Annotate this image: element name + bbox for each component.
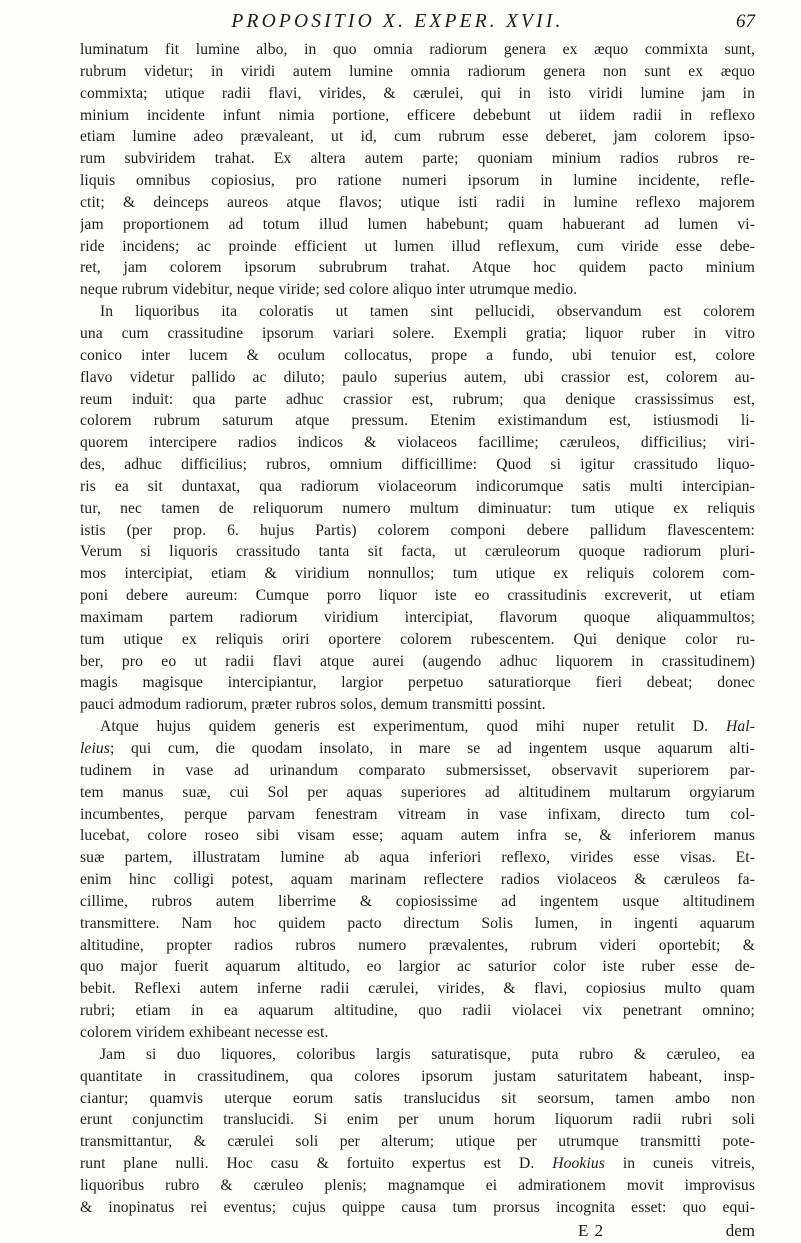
text-line: tum utique ex reliquis oriri oportere colorem rubescentem. Qui denique color ru-	[80, 630, 755, 648]
text-line: runt plane nulli. Hoc casu & fortuito expertus est D. Hookius in cuneis vitreis,	[80, 1155, 755, 1173]
text-line: & inopinatus rei eventus; cujus quippe causa tum prorsus incognita esset: quo equi-	[80, 1198, 755, 1216]
text-line: ctit; & deinceps aureos atque flavos; utique isti radii in lumine reflexo majorem	[80, 193, 755, 211]
text-line: Jam si duo liquores, coloribus largis saturatisque, puta rubro & cæruleo, ea	[100, 1045, 755, 1063]
text-line: poni debere aureum: Cumque porro liquor iste eo crassitudinis excreverit, ut etiam	[80, 587, 755, 605]
running-head	[80, 8, 755, 36]
text-line: ride incidens; ac proinde efficient ut lumen illud reflexum, cum viride esse debe-	[80, 237, 755, 255]
page-number: 67	[736, 11, 755, 32]
text-line: liquoribus rubro & cæruleo plenis; magnamque ei admirationem movit improvisus	[80, 1176, 755, 1194]
text-line: Atque hujus quidem generis est experimentum, quod mihi nuper retulit D. Hal-	[100, 718, 755, 736]
body-text	[80, 39, 755, 1219]
text-line: transmittere. Nam hoc quidem pacto directum Solis lumen, in ingenti aquarum	[80, 914, 755, 932]
text-line: ret, jam colorem ipsorum subrubrum trahat. Atque hoc quidem pacto minium	[80, 259, 755, 277]
text-line: Verum si liquoris crassitudo tanta sit facta, ut cæruleorum quoque radiorum pluri-	[80, 543, 755, 561]
text-line: luminatum fit lumine albo, in quo omnia radiorum genera ex æquo commixta sunt,	[80, 41, 755, 58]
text-line: leius; qui cum, die quodam insolato, in mare se ad ingentem usque aquarum alti-	[80, 740, 755, 757]
text-line: enim hinc colligi potest, aquam marinam reflectere radios violaceos & cæruleos fa-	[80, 871, 755, 889]
text-line: erunt conjunctim translucidi. Si enim per unum horum liquorum radii rubri soli	[80, 1111, 755, 1129]
text-line: transmittantur, & cærulei soli per alterum; utique per utrumque transmitti pote-	[80, 1133, 755, 1151]
text-line: quantitate in crassitudinem, qua colores ipsorum justam saturitatem habeant, insp-	[80, 1067, 755, 1085]
text-line: rum subviridem trahat. Ex altera autem parte; quoniam minium radios rubros re-	[80, 150, 755, 168]
text-line: maximam partem radiorum viridium intercipiat, flavorum quoque aliquammultos;	[80, 608, 755, 626]
text-line: altitudine, propter radios rubros numero prævalentes, rubrum videri oportebit; &	[80, 936, 755, 954]
text-line: ber, pro eo ut radii flavi atque aurei (augendo adhuc liquorem in crassitudinem)	[80, 652, 755, 670]
text-line: rubrum videtur; in viridi autem lumine omnia radiorum genera non sunt ex æquo	[80, 62, 755, 80]
running-title: PROPOSITIO X. EXPER. XVII.	[231, 11, 564, 32]
text-line: neque rubrum videbitur, neque viride; sed colore aliquo inter utrumque medio.	[80, 281, 578, 299]
text-line: commixta; utique radii flavi, virides, & cærulei, qui in isto viridi lumine jam in	[80, 84, 755, 102]
text-line: reum induit: qua parte adhuc crassior est, rubrum; qua denique crassissimus est,	[80, 390, 755, 408]
text-line: tudinem in vase ad urinandum comparato submersisset, observavit superiorem par-	[80, 761, 755, 779]
text-line: cillime, rubros autem liberrime & copiosissime ad ingentem usque altitudinem	[80, 892, 755, 910]
text-line: mos intercipiat, etiam & viridium nonnullos; tum utique ex reliquis colorem com-	[80, 565, 755, 583]
text-line: ris ea sit duntaxat, qua radiorum violaceorum indicorumque satis multi intercipian-	[80, 477, 755, 495]
text-line: liquis omnibus copiosius, pro ratione numeri ipsorum in lumine incidente, refle-	[80, 172, 755, 190]
text-line: quorem intercipere radios indicos & violaceos facillime; cæruleos, difficilius; viri-	[80, 434, 755, 452]
page-footer	[80, 1219, 755, 1243]
text-line: flavo videtur pallido ac diluto; paulo superius autem, ubi crassior est, colorem au-	[80, 368, 755, 386]
signature-mark: E 2	[578, 1220, 605, 1240]
text-line: bebit. Reflexi autem inferne radii cærulei, virides, & flavi, copiosius multo quam	[80, 980, 755, 998]
text-line: jam proportionem ad totum illud lumen habebunt; quam habuerant ad lumen vi-	[80, 215, 755, 233]
text-line: colorem viridem exhibeant necesse est.	[80, 1023, 329, 1041]
text-line: ciantur; quamvis uterque eorum satis translucidus sit seorsum, tamen ambo non	[80, 1089, 755, 1107]
text-line: tur, nec tamen de reliquorum numero multum diminuatur: tum utique ex reliquis	[80, 499, 755, 517]
text-line: conico inter lucem & oculum collocatus, prope a fundo, ubi tenuior est, colore	[80, 346, 755, 364]
text-line: quo major fuerit aquarum altitudo, eo largior ac saturior color iste ruber esse de-	[80, 958, 755, 976]
text-line: lucebat, colore roseo sibi visam esse; aquam autem infra se, & inferiorem manus	[80, 827, 755, 845]
text-line: magis magisque intercipiantur, largior perpetuo saturatiorque fieri debeat; donec	[80, 674, 755, 692]
text-line: suæ partem, illustratam lumine ab aqua inferiori reflexo, virides esse visas. Et-	[80, 849, 755, 867]
text-line: colorem rubrum saturum atque pressum. Etenim existimandum est, istiusmodi li-	[80, 412, 755, 430]
text-line: des, adhuc difficilius; rubros, omnium difficillime: Quod si igitur crassitudo liquo-	[80, 456, 755, 474]
text-line: etiam lumine adeo prævaleant, ut id, cum rubrum esse deberet, jam colorem ipso-	[80, 128, 755, 146]
text-line: una cum crassitudine ipsorum variari solere. Exempli gratia; liquor ruber in vitro	[80, 324, 755, 342]
text-line: In liquoribus ita coloratis ut tamen sint pellucidi, observandum est colorem	[100, 303, 755, 321]
text-line: istis (per prop. 6. hujus Partis) colorem componi debere pallidum flavescentem:	[80, 521, 755, 539]
text-line: minium incidente infunt nimia portione, efficere debebunt ut iidem radii in reflexo	[80, 106, 755, 124]
text-line: incumbentes, perque parvam fenestram vitream in vase infixam, directo tum col-	[80, 805, 755, 823]
catchword: dem	[725, 1220, 755, 1240]
text-line: rubri; etiam in ea aquarum altitudine, quo radii violacei vix penetrant omnino;	[80, 1002, 755, 1020]
text-line: pauci admodum radiorum, præter rubros solos, demum transmitti possint.	[80, 696, 546, 714]
text-line: tem manus suæ, cui Sol per aquas superiores ad altitudinem multarum orgyiarum	[80, 783, 755, 801]
